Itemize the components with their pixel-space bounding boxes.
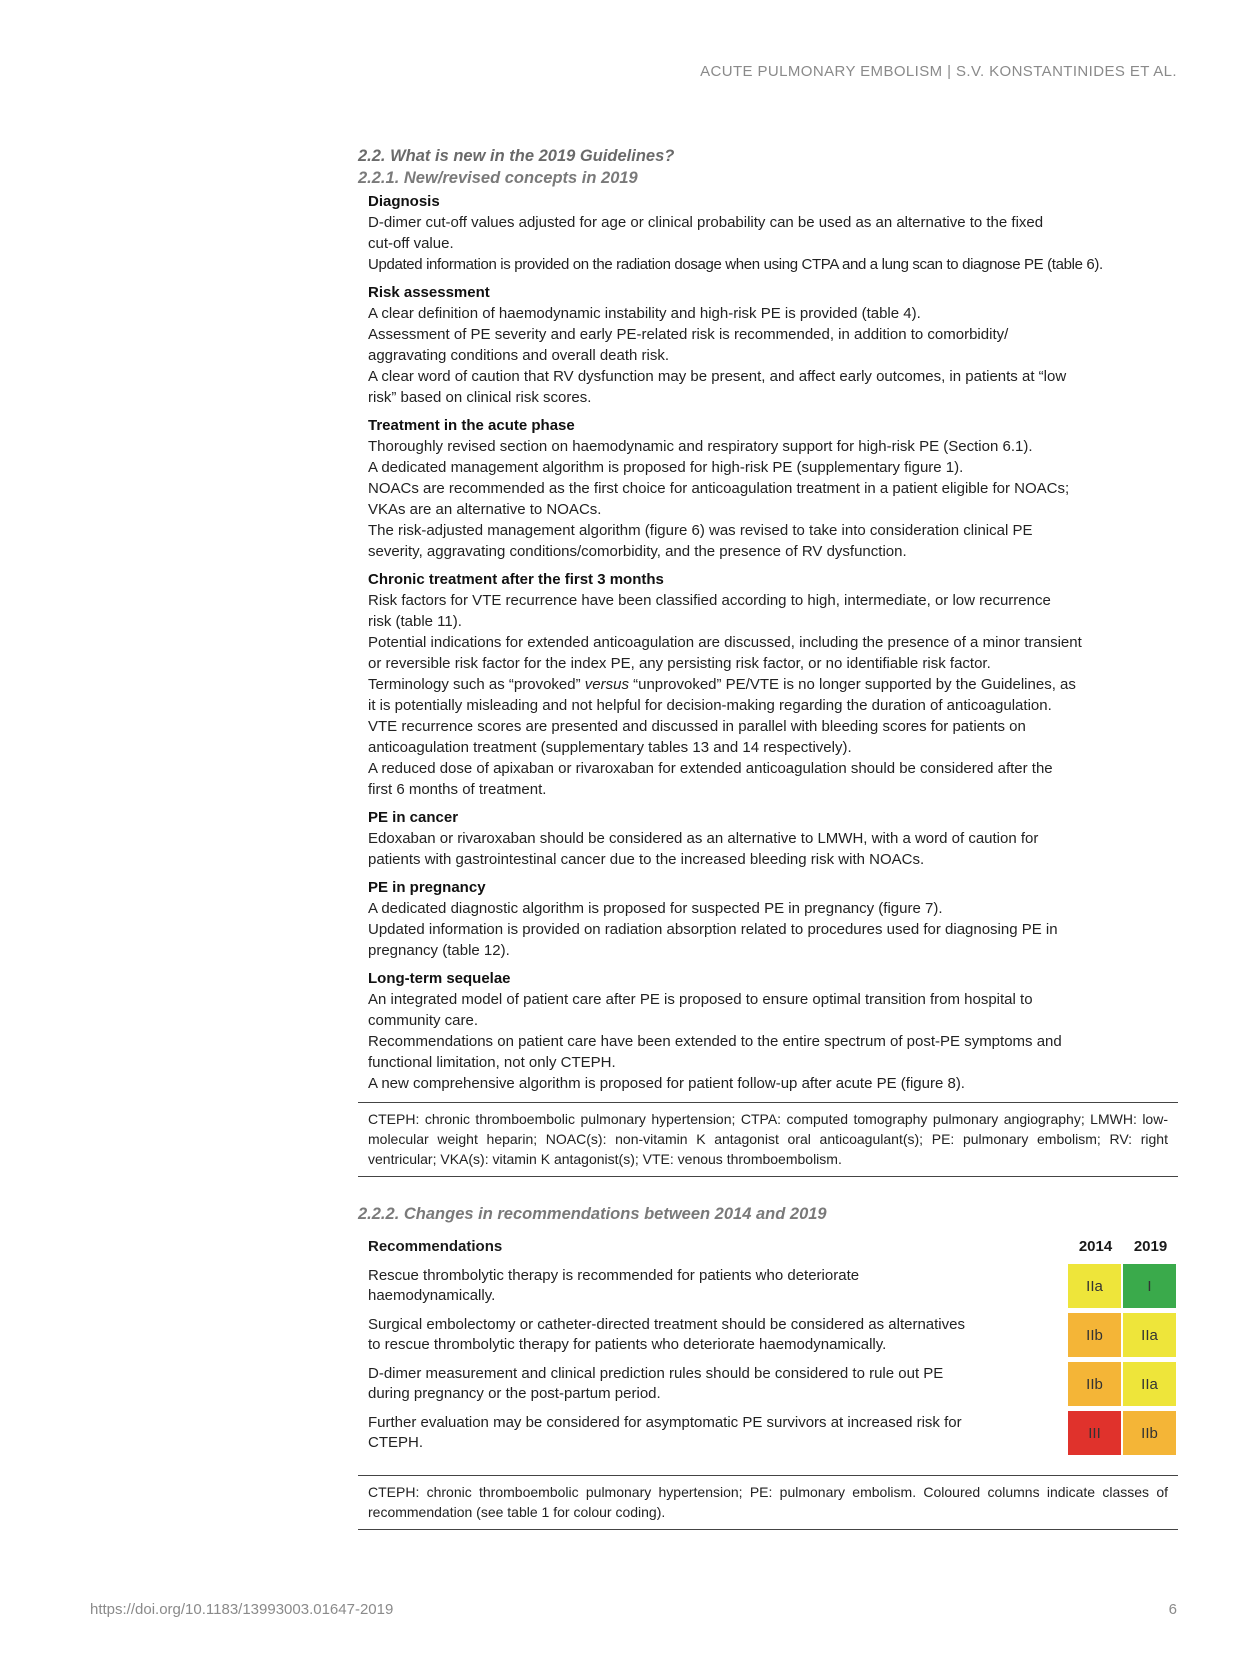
recommendation-line: Rescue thrombolytic therapy is recommended for patients who deteriorate: [368, 1267, 860, 1284]
table-row: [368, 1362, 1178, 1406]
concept-line: A clear definition of haemodynamic instability and high-risk PE is provided (table 4).: [368, 305, 921, 322]
concept-line: Risk factors for VTE recurrence have been classified according to high, intermediate, or low recurrence: [368, 592, 1051, 609]
concept-long-term-sequelae: [368, 968, 1178, 1094]
concept-line: first 6 months of treatment.: [368, 781, 547, 798]
concept-line: A dedicated diagnostic algorithm is proposed for suspected PE in pregnancy (figure 7).: [368, 900, 943, 917]
concept-line: [368, 674, 1178, 695]
doi-link[interactable]: https://doi.org/10.1183/13993003.01647-2019: [90, 1601, 394, 1618]
class-2014-cell: IIb: [1068, 1362, 1121, 1406]
table-row: [368, 1264, 1178, 1308]
concept-line: Thoroughly revised section on haemodynamic and respiratory support for high-risk PE (Section 6.1).: [368, 438, 1033, 455]
concept-text: “unprovoked” PE/VTE is no longer supported by the Guidelines, as: [628, 676, 1076, 693]
concept-line: cut-off value.: [368, 235, 454, 252]
concept-pe-in-cancer: [368, 807, 1178, 870]
recommendation-line: to rescue thrombolytic therapy for patients who deteriorate haemodynamically.: [368, 1336, 887, 1353]
concept-line: functional limitation, not only CTEPH.: [368, 1054, 616, 1071]
recommendation-line: Further evaluation may be considered for asymptomatic PE survivors at increased risk for: [368, 1414, 962, 1431]
concept-title: Risk assessment: [368, 284, 490, 301]
concept-diagnosis: [368, 191, 1178, 275]
recommendation-line: haemodynamically.: [368, 1287, 496, 1304]
concept-line: Updated information is provided on the radiation dosage when using CTPA and a lung scan to diagnose PE (table 6).: [368, 256, 1103, 273]
abbreviations-note: CTEPH: chronic thromboembolic pulmonary hypertension; CTPA: computed tomography pulmonary angiography; LMWH: low-molecular weight heparin; NOAC(s): non-vitamin K antagonist oral anticoagulant(s); PE: pulmonary embolism; RV: right ventricular; VKA(s): vitamin K antagonist(s); VTE: venous thromboembolism.: [358, 1102, 1178, 1177]
concept-title: Chronic treatment after the first 3 months: [368, 571, 664, 588]
header-2019: 2019: [1133, 1237, 1168, 1255]
recommendations-table: [358, 1233, 1178, 1455]
class-2019-cell: IIa: [1123, 1362, 1176, 1406]
concept-line: community care.: [368, 1012, 479, 1029]
class-2014-cell: IIa: [1068, 1264, 1121, 1308]
class-2014-cell: III: [1068, 1411, 1121, 1455]
concept-line: severity, aggravating conditions/comorbidity, and the presence of RV dysfunction.: [368, 543, 907, 560]
concept-chronic-treatment: [368, 569, 1178, 800]
concept-line: Potential indications for extended anticoagulation are discussed, including the presence of a minor transient: [368, 634, 1082, 651]
concept-line: Recommendations on patient care have been extended to the entire spectrum of post-PE symptoms and: [368, 1033, 1062, 1050]
concept-emphasis: versus: [584, 676, 629, 693]
concept-pe-in-pregnancy: [368, 877, 1178, 961]
concept-line: A new comprehensive algorithm is proposed for patient follow-up after acute PE (figure 8).: [368, 1075, 965, 1092]
concept-line: D-dimer cut-off values adjusted for age or clinical probability can be used as an alternative to the fixed: [368, 214, 1044, 231]
class-2019-cell: I: [1123, 1264, 1176, 1308]
concept-title: PE in pregnancy: [368, 879, 486, 896]
concept-line: An integrated model of patient care after PE is proposed to ensure optimal transition from hospital to: [368, 991, 1033, 1008]
concept-line: NOACs are recommended as the first choice for anticoagulation treatment in a patient eligible for NOACs;: [368, 480, 1070, 497]
concept-acute-treatment: [368, 415, 1178, 562]
recommendation-line: CTEPH.: [368, 1434, 424, 1451]
concept-line: anticoagulation treatment (supplementary tables 13 and 14 respectively).: [368, 739, 852, 756]
table-header: [368, 1233, 1178, 1259]
main-content: [358, 145, 1178, 1530]
concept-line: patients with gastrointestinal cancer due to the increased bleeding risk with NOACs.: [368, 851, 925, 868]
recommendation-text: [368, 1411, 1068, 1455]
recommendation-text: [368, 1264, 1068, 1308]
concept-title: Diagnosis: [368, 193, 440, 210]
subsection-title: 2.2.1. New/revised concepts in 2019: [358, 169, 638, 187]
concept-line: A clear word of caution that RV dysfunction may be present, and affect early outcomes, in patients at “low: [368, 368, 1067, 385]
concepts-box: [358, 191, 1178, 1094]
concept-risk-assessment: [368, 282, 1178, 408]
recommendation-line: D-dimer measurement and clinical prediction rules should be considered to rule out PE: [368, 1365, 944, 1382]
concept-line: pregnancy (table 12).: [368, 942, 510, 959]
changes-subtitle: 2.2.2. Changes in recommendations between 2014 and 2019: [358, 1205, 827, 1223]
concept-line: risk (table 11).: [368, 613, 462, 630]
class-2014-cell: IIb: [1068, 1313, 1121, 1357]
header-recommendations: Recommendations: [368, 1237, 503, 1255]
table-row: [368, 1411, 1178, 1455]
section-title: 2.2. What is new in the 2019 Guidelines?: [358, 147, 675, 165]
class-2019-cell: IIa: [1123, 1313, 1176, 1357]
concept-line: Edoxaban or rivaroxaban should be considered as an alternative to LMWH, with a word of caution for: [368, 830, 1039, 847]
concept-line: VKAs are an alternative to NOACs.: [368, 501, 602, 518]
table-footnote: CTEPH: chronic thromboembolic pulmonary hypertension; PE: pulmonary embolism. Coloured columns indicate classes of recommendation (see table 1 for colour coding).: [358, 1475, 1178, 1530]
concept-line: it is potentially misleading and not helpful for decision-making regarding the duration of anticoagulation.: [368, 697, 1052, 714]
recommendation-text: [368, 1313, 1068, 1357]
class-2019-cell: IIb: [1123, 1411, 1176, 1455]
concept-line: risk” based on clinical risk scores.: [368, 389, 592, 406]
recommendation-line: during pregnancy or the post-partum period.: [368, 1385, 661, 1402]
concept-line: The risk-adjusted management algorithm (figure 6) was revised to take into consideration clinical PE: [368, 522, 1033, 539]
concept-line: A dedicated management algorithm is proposed for high-risk PE (supplementary figure 1).: [368, 459, 964, 476]
recommendation-line: Surgical embolectomy or catheter-directed treatment should be considered as alternatives: [368, 1316, 965, 1333]
concept-title: Treatment in the acute phase: [368, 417, 575, 434]
header-2014: 2014: [1078, 1237, 1113, 1255]
table-row: [368, 1313, 1178, 1357]
concept-line: or reversible risk factor for the index PE, any persisting risk factor, or no identifiable risk factor.: [368, 655, 991, 672]
recommendation-text: [368, 1362, 1068, 1406]
concept-line: VTE recurrence scores are presented and discussed in parallel with bleeding scores for patients on: [368, 718, 1026, 735]
concept-line: Assessment of PE severity and early PE-related risk is recommended, in addition to comorbidity/: [368, 326, 1009, 343]
concept-line: A reduced dose of apixaban or rivaroxaban for extended anticoagulation should be considered after the: [368, 760, 1053, 777]
concept-line: Updated information is provided on radiation absorption related to procedures used for diagnosing PE in: [368, 921, 1058, 938]
running-header: ACUTE PULMONARY EMBOLISM | S.V. KONSTANTINIDES ET AL.: [700, 63, 1177, 80]
concept-text: Terminology such as “provoked”: [368, 676, 585, 693]
page-number: 6: [1168, 1601, 1177, 1618]
concept-title: PE in cancer: [368, 809, 459, 826]
concept-line: aggravating conditions and overall death risk.: [368, 347, 670, 364]
concept-title: Long-term sequelae: [368, 970, 511, 987]
